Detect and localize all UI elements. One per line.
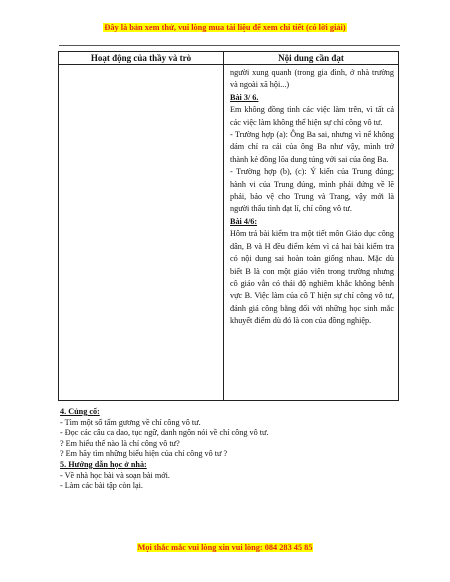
content-cell bbox=[224, 65, 399, 401]
preview-notice-banner bbox=[0, 17, 450, 35]
header-rule bbox=[59, 45, 400, 46]
content-paragraph: Em không đồng tình các việc làm trên, vì tất cả các việc làm không thể hiện sự chí công vô tư. bbox=[230, 105, 394, 127]
text-line: - Làm các bài tập còn lại. bbox=[60, 481, 143, 491]
text-line: - Về nhà học bài và soạn bài mới. bbox=[60, 470, 170, 480]
text-line: - Tìm một số tấm gương về chí công vô tư. bbox=[60, 417, 201, 427]
exercise-heading: Bài 4/6: bbox=[230, 216, 258, 226]
column-header-activities: Hoạt động của thầy và trò bbox=[59, 52, 224, 65]
table-header-row bbox=[59, 52, 399, 65]
lesson-table bbox=[58, 51, 399, 401]
column-header-content: Nội dung cần đạt bbox=[224, 52, 399, 65]
activities-cell bbox=[59, 65, 224, 401]
content-paragraph: người xung quanh (trong gia đình, ở nhà trường và ngoài xã hội...) bbox=[230, 68, 394, 90]
section-heading-consolidation: 4. Củng cố: bbox=[60, 407, 100, 416]
text-line: - Đọc các câu ca dao, tục ngữ, danh ngôn nói về chí công vô tư. bbox=[60, 428, 269, 438]
content-paragraph: Hôm trả bài kiểm tra một tiết môn Giáo dục công dân, B và H đều điểm kém vì cả hai bài kiểm tra có nội dung sai hoàn toàn giống nhau. Mặc dù biết B là con một giáo viên trong trường nhưng cô giáo vẫn có thái độ nghiêm khắc không bênh vực B. Việc làm của cô T hiện sự chí công vô tư, đánh giá công bằng đối với những học sinh mắc khuyết điểm dù đó là con của đồng nghiệp. bbox=[230, 229, 394, 326]
table-body-row bbox=[59, 65, 399, 401]
post-table-section bbox=[60, 407, 400, 492]
preview-notice-text: Đây là bản xem thử, vui lòng mua tài liệu để xem chi tiết (có lời giải) bbox=[104, 23, 346, 32]
text-line: ? Em hiểu thế nào là chí công vô tư? bbox=[60, 438, 180, 448]
exercise-heading: Bài 3/ 6. bbox=[230, 92, 259, 102]
section-heading-homework: 5. Hướng dẫn học ở nhà: bbox=[60, 459, 147, 469]
content-paragraph: - Trường hợp (a): Ông Ba sai, nhưng vì nể không dám chỉ ra cái của ông Ba như vậy, mình trở thành kẻ đồng lõa dung túng với sai của ông Ba. bbox=[230, 130, 394, 164]
contact-notice-text: Mọi thắc mắc vui lòng xin vui lòng: 084 283 45 85 bbox=[137, 543, 313, 552]
contact-notice-footer bbox=[0, 537, 450, 555]
text-line: ? Em hãy tìm những biểu hiện của chí công vô tư ? bbox=[60, 449, 228, 459]
content-paragraph: - Trường hợp (b), (c): Ý kiến của Trung đúng; hành vi của Trung đúng, mình phải đứng về lẽ phải, bảo vệ cho Trung và Trang, vậy mới là người thẩu tình đạt lí, chí công vô tư. bbox=[230, 167, 394, 214]
